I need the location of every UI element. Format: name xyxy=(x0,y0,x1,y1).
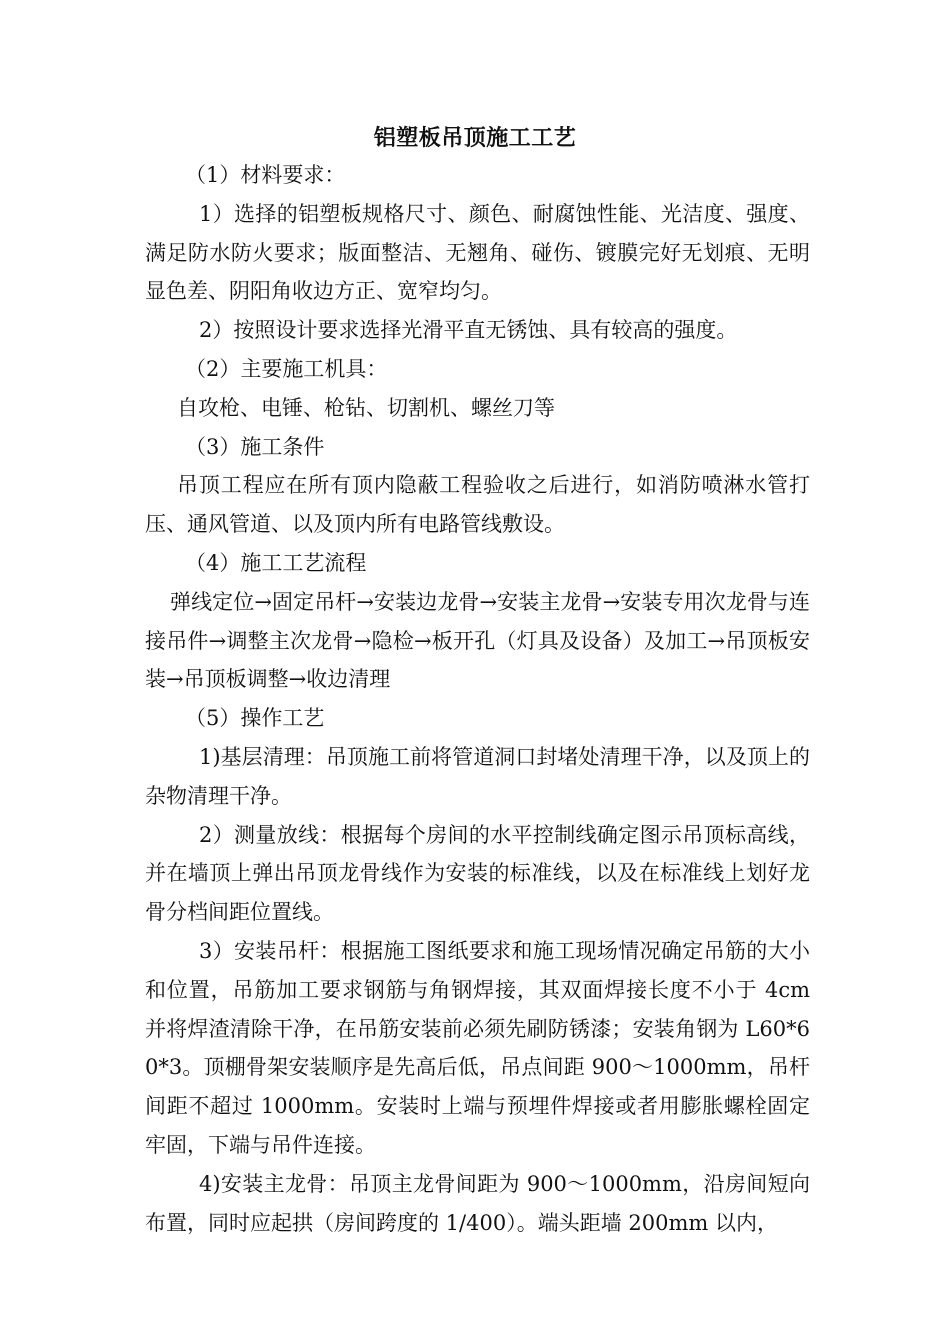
document-title: 铝塑板吊顶施工工艺 xyxy=(373,125,577,151)
section-heading-process-flow: （4）施工工艺流程 xyxy=(185,550,367,575)
paragraph-hanger-install: 3）安装吊杆：根据施工图纸要求和施工现场情况确定吊筋的大小和位置，吊筋加工要求钢筋与角钢焊接，其双面焊接长度不小于 4cm 并将焊渣清除干净，在吊筋安装前必须先刷防锈漆；安装角钢为 L60*60*3。顶棚骨架安装顺序是先高后低，吊点间距 900～1000mm，吊杆间距不超过 1000mm。安装时上端与预埋件焊接或者用膨胀螺栓固定牢固，下端与吊件连接。 xyxy=(145,938,810,1157)
section-heading-materials: （1）材料要求： xyxy=(185,163,346,187)
document-body xyxy=(145,156,810,1242)
paragraph-material-spec: 1）选择的铝塑板规格尺寸、颜色、耐腐蚀性能、光洁度、强度、满足防水防火要求；版面整洁、无翘角、碰伤、镀膜完好无划痕、无明显色差、阴阳角收边方正、宽窄均匀。 xyxy=(145,201,810,304)
paragraph-process-flow: 弹线定位→固定吊杆→安装边龙骨→安装主龙骨→安装专用次龙骨与连接吊件→调整主次龙骨→隐检→板开孔（灯具及设备）及加工→吊顶板安装→吊顶板调整→收边清理 xyxy=(145,589,810,692)
paragraph-main-keel-install: 4)安装主龙骨：吊顶主龙骨间距为 900～1000mm，沿房间短向布置，同时应起拱（房间跨度的 1/400）。端头距墙 200mm 以内， xyxy=(145,1171,810,1235)
paragraph-conditions: 吊顶工程应在所有顶内隐蔽工程验收之后进行，如消防喷淋水管打压、通风管道、以及顶内所有电路管线敷设。 xyxy=(145,473,810,537)
paragraph-base-cleaning: 1)基层清理：吊顶施工前将管道洞口封堵处清理干净，以及顶上的杂物清理干净。 xyxy=(145,744,810,808)
paragraph-tools: 自攻枪、电锤、枪钻、切割机、螺丝刀等 xyxy=(177,395,555,420)
paragraph-material-keel: 2）按照设计要求选择光滑平直无锈蚀、具有较高的强度。 xyxy=(199,318,738,343)
paragraph-measurement: 2）测量放线：根据每个房间的水平控制线确定图示吊顶标高线，并在墙顶上弹出吊顶龙骨线作为安装的标准线，以及在标准线上划好龙骨分档间距位置线。 xyxy=(145,822,810,925)
section-heading-tools: （2）主要施工机具： xyxy=(185,356,388,381)
section-heading-operation: （5）操作工艺 xyxy=(185,706,325,731)
section-heading-conditions: （3）施工条件 xyxy=(185,434,325,459)
